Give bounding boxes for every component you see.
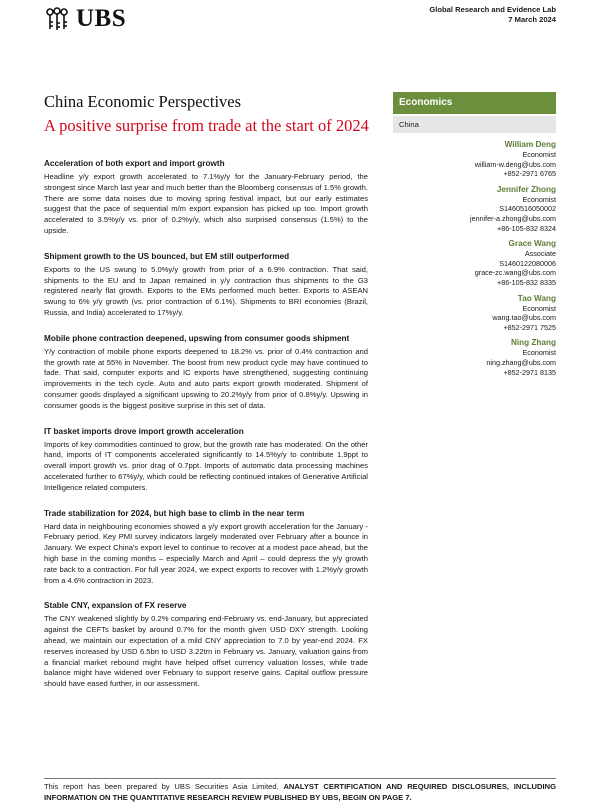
section (44, 158, 368, 237)
section-body: Exports to the US swung to 5.0%y/y growth from prior of a 6.9% contraction. That said, shipments to the EU and to Japan remained in y/y contraction thus shipments to the G3 registered nearly flat growth. Exports to the EMs performed much better. Exports to ASEAN swung to 6% y/y growth (vs. prior contraction of 6.1%). Shipments to BRI economies (Brazil, Russia, and India) accelerated to 17%y/y. (44, 264, 368, 317)
section (44, 508, 368, 587)
report-title: China Economic Perspectives (44, 92, 242, 111)
analyst-title: Associate (524, 249, 556, 259)
report-date: 7 March 2024 (508, 15, 556, 24)
analyst-email[interactable]: grace-zc.wang@ubs.com (474, 268, 556, 278)
analyst-name: Jennifer Zhong (496, 184, 556, 194)
analyst-card (393, 293, 556, 333)
analyst-card (393, 139, 556, 179)
keys-icon (44, 7, 70, 31)
section-heading: Stable CNY, expansion of FX reserve (44, 601, 187, 611)
section-heading: Shipment growth to the US bounced, but EM still outperformed (44, 251, 290, 261)
sidebar (393, 92, 556, 382)
footer-divider (44, 778, 556, 779)
region-label: China (393, 116, 556, 133)
report-header-info (429, 5, 556, 25)
analyst-phone: +852-2971 6765 (503, 169, 556, 179)
section-body: Hard data in neighbouring economies showed a y/y export growth acceleration for the January - February period. Key PMI survey indicators largely moderated over February after a bounce in January. We expect China's export level to continue to recover at a modest pace ahead, but the high base in the coming months – especially March and April – could depress the y/y growth rate back to a contraction. For full year 2024, we expect exports to recover with 1.2%y/y growth from a 4.6% contraction in 2023. (44, 521, 368, 585)
analyst-list (393, 139, 556, 377)
section (44, 251, 368, 319)
section-heading: IT basket imports drove import growth acceleration (44, 426, 244, 436)
analyst-email[interactable]: william-w.deng@ubs.com (474, 159, 556, 169)
footer-text: This report has been prepared by UBS Securities Asia Limited. (44, 782, 279, 791)
analyst-card (393, 238, 556, 287)
report-body (44, 158, 368, 704)
analyst-email[interactable]: ning.zhang@ubs.com (486, 357, 556, 367)
analyst-phone: +86-105-832 8324 (497, 223, 556, 233)
analyst-name: Grace Wang (508, 239, 556, 249)
ubs-logo (44, 5, 126, 33)
section-body: The CNY weakened slightly by 0.2% comparing end-February vs. end-January, but appreciated against the CEFTs basket by around 0.7% for the month given USD DXY strength. Looking ahead, we maintain our expectation of a mild CNY appreciation to 7.0 by year-end 2024. FX reserves increased by USD 6.5bn to USD 3.22trn in February vs. January, valuation gains from a financial market rebound might have helped offset currency valuation losses, while trade balance might have widened over February to support reserve gains. Capital outflow pressure should have eased further, in our assessment. (44, 614, 368, 689)
section-heading: Mobile phone contraction deepened, upswing from consumer goods shipment (44, 333, 350, 343)
section (44, 426, 368, 494)
analyst-phone: +852-2971 8135 (503, 367, 556, 377)
category-label: Economics (393, 92, 556, 114)
report-subtitle: A positive surprise from trade at the start of 2024 (44, 116, 369, 135)
brand-name: UBS (76, 5, 127, 32)
analyst-email[interactable]: jennifer-a.zhong@ubs.com (469, 213, 556, 223)
analyst-title: Economist (522, 348, 556, 358)
section (44, 600, 368, 690)
analyst-title: Economist (522, 194, 556, 204)
analyst-phone: +852-2971 7525 (503, 322, 556, 332)
research-lab: Global Research and Evidence Lab (429, 5, 556, 14)
footer-disclosure-link[interactable]: ANALYST CERTIFICATION AND REQUIRED DISCLOSURES, INCLUDING INFORMATION ON THE QUANTITATIVE RESEARCH REVIEW PUBLISHED BY UBS, BEGIN ON PAGE 7. (44, 782, 556, 802)
analyst-email[interactable]: wang.tao@ubs.com (492, 313, 556, 323)
analyst-name: Ning Zhang (510, 338, 556, 348)
analyst-card (393, 337, 556, 377)
analyst-license: S1460122080006 (499, 258, 556, 268)
section-heading: Trade stabilization for 2024, but high base to climb in the near term (44, 508, 305, 518)
section-heading: Acceleration of both export and import growth (44, 159, 225, 168)
section-body: Y/y contraction of mobile phone exports deepened to 18.2% vs. prior of 0.4% contraction and the growth rate at 55% in November. The boost from new product cycle may have continued to fade. That said, computer exports and IC exports have strengthened, suggesting continuing improvements in the tech cycle. Auto and auto parts export growth moderated. Shipment of consumer goods displayed a significant upswing to 20.2%y/y from prior of 0.8%y/y. Upswing in consumer goods is the biggest positive surprise in this set of data. (44, 346, 368, 410)
analyst-card (393, 184, 556, 233)
analyst-phone: +86-105-832 8335 (497, 277, 556, 287)
analyst-license: S1460516050002 (499, 204, 556, 214)
section (44, 333, 368, 412)
analyst-name: Tao Wang (517, 293, 556, 303)
section-body: Headline y/y export growth accelerated to 7.1%y/y for the January-February period, the strongest since March last year and much better than the Bloomberg consensus of 1.5% growth. There are some data noises due to moving spring festival impact, but our early estimates suggest that the pace of sequential m/m export expansion has picked up too. Import growth accelerated to 3.5%y/y vs. prior of 0.2%y/y, which also surprised consensus (1.5%) to the upside. (44, 172, 368, 235)
analyst-title: Economist (522, 303, 556, 313)
analyst-name: William Deng (504, 140, 556, 149)
analyst-title: Economist (522, 150, 556, 159)
section-body: Imports of key commodities continued to grow, but the growth rate has moderated. On the other hand, imports of IT components accelerated significantly to 14.5%y/y to contribute 1.9ppt to overall import growth vs. prior drag of 0.7ppt. Imports of automatic data processing machines accelerated further to 67%y/y, which could be reflecting continued intakes of Generative Artificial Intelligence related computers. (44, 439, 368, 492)
